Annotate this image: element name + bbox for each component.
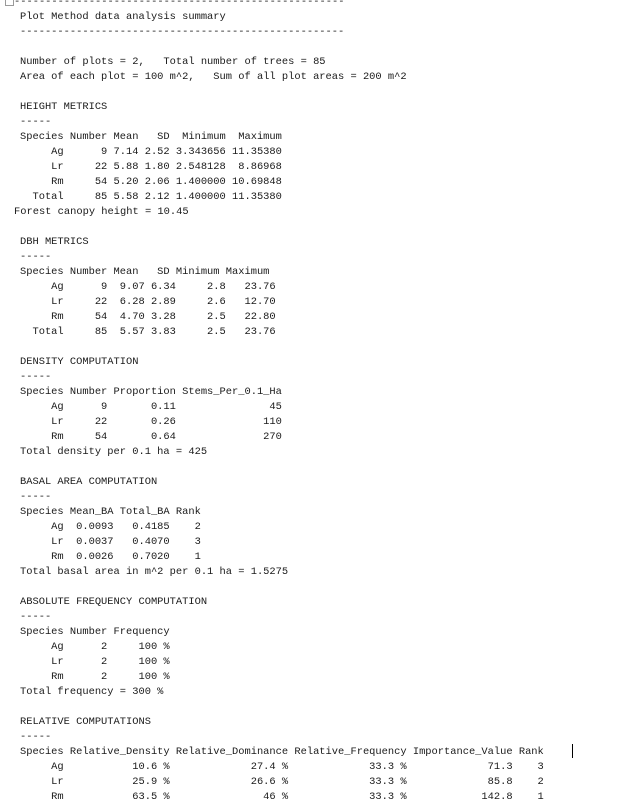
console-line: DBH METRICS (20, 236, 89, 248)
console-line: Rm 54 5.20 2.06 1.400000 10.69848 (20, 176, 282, 188)
console-line: HEIGHT METRICS (20, 101, 108, 113)
console-line: Species Number Mean SD Minimum Maximum (20, 131, 282, 143)
console-line: Species Number Proportion Stems_Per_0.1_Ha (20, 386, 282, 398)
console-line: Species Mean_BA Total_BA Rank (20, 506, 201, 518)
console-line: Ag 9 7.14 2.52 3.343656 11.35380 (20, 146, 282, 158)
console-line: ----- (20, 251, 52, 263)
console-line: ----- (20, 116, 52, 128)
console-line: Ag 9 0.11 45 (20, 401, 282, 413)
console-line: Total 85 5.58 2.12 1.400000 11.35380 (20, 191, 282, 203)
console-line: ABSOLUTE FREQUENCY COMPUTATION (20, 596, 208, 608)
console-line: Total 85 5.57 3.83 2.5 23.76 (20, 326, 276, 338)
console-line: Ag 10.6 % 27.4 % 33.3 % 71.3 3 (20, 761, 544, 773)
console-line: Lr 2 100 % (20, 656, 170, 668)
console-line: Lr 22 0.26 110 (20, 416, 282, 428)
console-line: ----- (20, 611, 52, 623)
console-line: BASAL AREA COMPUTATION (20, 476, 158, 488)
console-line: Rm 2 100 % (20, 671, 170, 683)
console-line: Ag 2 100 % (20, 641, 170, 653)
console-cursor-box (5, 0, 14, 6)
console-line: Rm 54 4.70 3.28 2.5 22.80 (20, 311, 276, 323)
console-line: Rm 0.0026 0.7020 1 (20, 551, 201, 563)
console-line: Rm 54 0.64 270 (20, 431, 282, 443)
console-line: Number of plots = 2, Total number of trees = 85 (20, 56, 326, 68)
console-line: Forest canopy height = 10.45 (14, 206, 189, 218)
console-line: DENSITY COMPUTATION (20, 356, 139, 368)
console-line: Area of each plot = 100 m^2, Sum of all plot areas = 200 m^2 (20, 71, 407, 83)
console-line: Species Number Mean SD Minimum Maximum (20, 266, 270, 278)
console-line: ----------------------------------------------------- (14, 0, 345, 8)
console-line: Lr 22 6.28 2.89 2.6 12.70 (20, 296, 276, 308)
console-line: Species Relative_Density Relative_Dominance Relative_Frequency Importance_Value Rank (20, 746, 544, 758)
console-line: RELATIVE COMPUTATIONS (20, 716, 151, 728)
console-line: Ag 9 9.07 6.34 2.8 23.76 (20, 281, 276, 293)
console-line: ----- (20, 491, 52, 503)
console-line: Lr 0.0037 0.4070 3 (20, 536, 201, 548)
console-line: Total density per 0.1 ha = 425 (20, 446, 208, 458)
console-line: Plot Method data analysis summary (20, 11, 226, 23)
console-line: ---------------------------------------------------- (20, 26, 345, 38)
console-line: Total basal area in m^2 per 0.1 ha = 1.5275 (20, 566, 289, 578)
console-line: Rm 63.5 % 46 % 33.3 % 142.8 1 (20, 791, 544, 803)
console-line: Total frequency = 300 % (20, 686, 164, 698)
console-line: ----- (20, 731, 52, 743)
console-line: Species Number Frequency (20, 626, 170, 638)
console-line: Ag 0.0093 0.4185 2 (20, 521, 201, 533)
text-caret (572, 744, 573, 758)
console-line: Lr 25.9 % 26.6 % 33.3 % 85.8 2 (20, 776, 544, 788)
console-line: Lr 22 5.88 1.80 2.548128 8.86968 (20, 161, 282, 173)
console-line: ----- (20, 371, 52, 383)
